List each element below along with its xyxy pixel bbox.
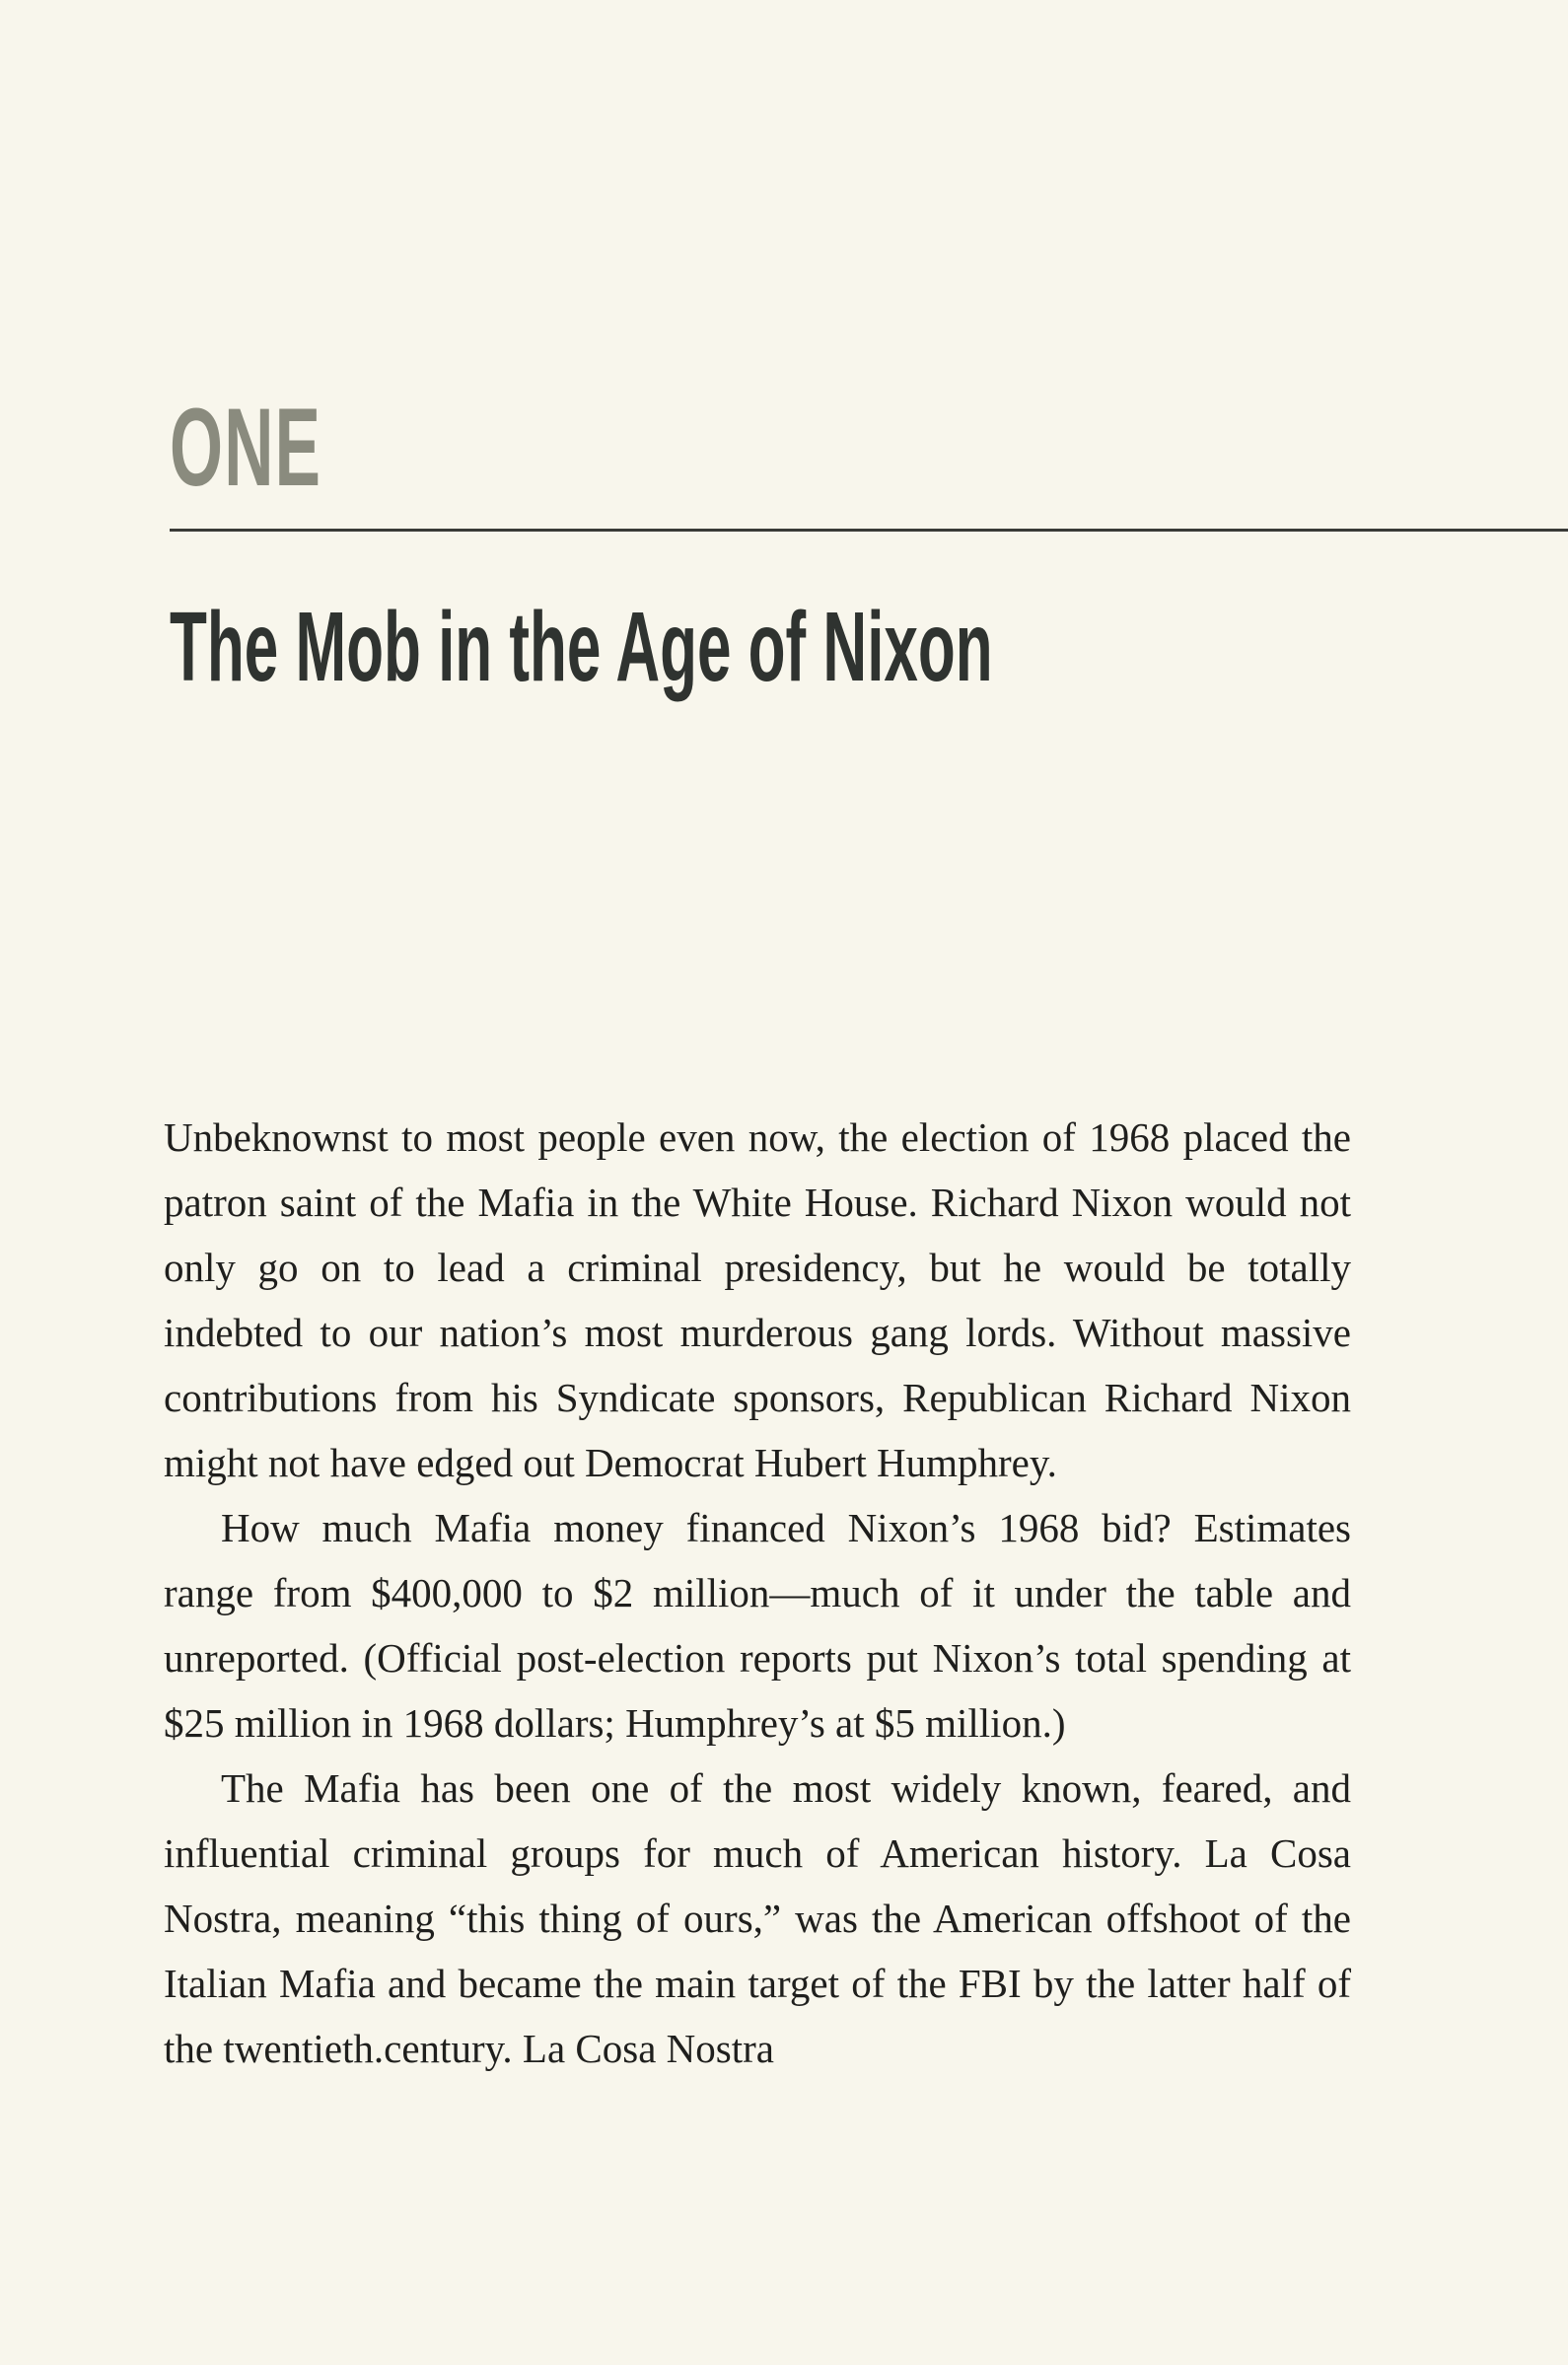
- paragraph: The Mafia has been one of the most widely known, feared, and influential criminal groups for much of American history. La Cosa Nostra, meaning “this thing of ours,” was the American offshoot of the Italian Mafia and became the main target of the FBI by the latter half of the twentieth.century. La Cosa Nostra: [164, 1765, 1351, 2071]
- chapter-body: [164, 1105, 1351, 2081]
- chapter-number: ONE: [170, 386, 322, 509]
- paragraph: How much Mafia money financed Nixon’s 1968 bid? Estimates range from $400,000 to $2 million—much of it under the table and unreported. (Official post-election reports put Nixon’s total spending at $25 million in 1968 dollars; Humphrey’s at $5 million.): [164, 1505, 1351, 1746]
- chapter-divider: [170, 529, 1568, 532]
- chapter-title: The Mob in the Age of Nixon: [170, 592, 993, 702]
- paragraph: Unbeknownst to most people even now, the election of 1968 placed the patron saint of the Mafia in the White House. Richard Nixon would not only go on to lead a criminal presidency, but he would be totally indebted to our nation’s most murderous gang lords. Without massive contributions from his Syndicate sponsors, Republican Richard Nixon might not have edged out Democrat Hubert Humphrey.: [164, 1114, 1351, 1485]
